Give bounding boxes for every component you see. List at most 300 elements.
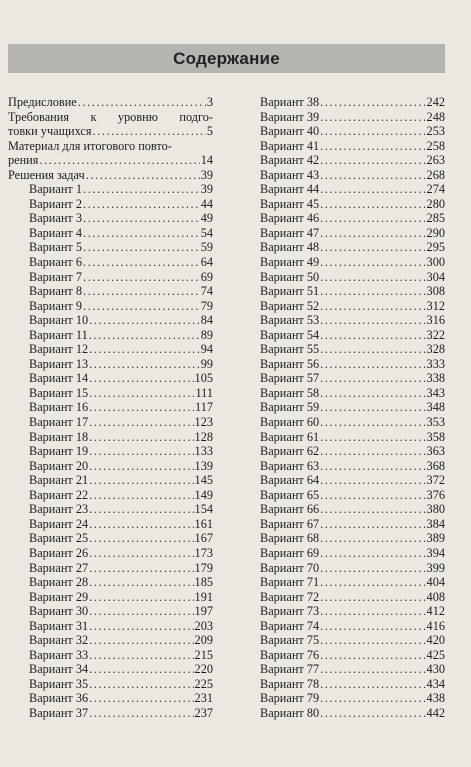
toc-entry-label: Вариант 15: [29, 385, 89, 400]
toc-entry-page: 389: [426, 531, 445, 546]
toc-entry-label: Вариант 43: [260, 167, 320, 182]
dot-leader: [320, 110, 425, 125]
toc-entry-variant[interactable]: [260, 139, 445, 154]
toc-entry-variant[interactable]: [8, 313, 213, 328]
toc-entry-label: Вариант 71: [260, 575, 320, 590]
dot-leader: [83, 299, 200, 314]
dot-leader: [320, 226, 425, 241]
toc-entry-variant[interactable]: [8, 517, 213, 532]
toc-entry-page: 39: [200, 167, 213, 182]
toc-entry-variant[interactable]: [260, 531, 445, 546]
toc-entry-variant[interactable]: [8, 299, 213, 314]
toc-entry-label: Вариант 42: [260, 153, 320, 168]
toc-entry-page: 237: [194, 705, 213, 720]
toc-column-left: [8, 95, 213, 721]
toc-entry-label: Вариант 28: [29, 575, 89, 590]
toc-entry-variant[interactable]: [260, 430, 445, 445]
toc-entry-page: 94: [200, 342, 213, 357]
toc-entry-label: Вариант 65: [260, 487, 320, 502]
toc-entry-label: Вариант 9: [29, 298, 83, 313]
toc-entry-variant[interactable]: [260, 677, 445, 692]
toc-entry-variant[interactable]: [8, 575, 213, 590]
dot-leader: [83, 255, 200, 270]
dot-leader: [89, 415, 193, 430]
dot-leader: [89, 691, 193, 706]
toc-entry-page: 197: [194, 604, 213, 619]
toc-entry-page: 69: [200, 269, 213, 284]
dot-leader: [89, 328, 200, 343]
toc-entry-variant[interactable]: [260, 182, 445, 197]
toc-entry-variant[interactable]: [8, 561, 213, 576]
toc-entry-page: 220: [194, 662, 213, 677]
toc-entry-page: 312: [426, 298, 445, 313]
dot-leader: [89, 342, 200, 357]
toc-entry-variant[interactable]: [260, 240, 445, 255]
toc-entry-variant[interactable]: [260, 662, 445, 677]
dot-leader: [320, 270, 425, 285]
dot-leader: [89, 546, 193, 561]
dot-leader: [89, 459, 193, 474]
dot-leader: [83, 211, 200, 226]
dot-leader: [320, 430, 425, 445]
dot-leader: [83, 284, 200, 299]
toc-entry-label: Вариант 80: [260, 705, 320, 720]
toc-entry-label: Вариант 11: [29, 327, 88, 342]
toc-entry-label: Вариант 23: [29, 502, 89, 517]
dot-leader: [78, 95, 206, 110]
toc-entry-page: 74: [200, 284, 213, 299]
toc-entry-label: Вариант 32: [29, 633, 89, 648]
toc-entry-variant[interactable]: [8, 502, 213, 517]
toc-entry-variant[interactable]: [260, 270, 445, 285]
toc-entry-variant[interactable]: [260, 357, 445, 372]
toc-entry-label: Вариант 31: [29, 618, 89, 633]
dot-leader: [89, 357, 200, 372]
toc-entry-label: рения: [8, 153, 39, 168]
toc-entry-label: Вариант 2: [29, 196, 83, 211]
toc-entry-label: Вариант 78: [260, 676, 320, 691]
toc-entry-page: 425: [426, 647, 445, 662]
toc-entry-page: 328: [426, 342, 445, 357]
toc-entry-material-line1[interactable]: Материал для итогового повто-: [8, 138, 172, 153]
toc-entry-page: 338: [426, 371, 445, 386]
dot-leader: [320, 255, 425, 270]
toc-entry-variant[interactable]: [260, 328, 445, 343]
dot-leader: [320, 168, 425, 183]
dot-leader: [320, 357, 425, 372]
toc-entry-page: 384: [426, 516, 445, 531]
toc-entry-label: Вариант 59: [260, 400, 320, 415]
toc-entry-variant[interactable]: [260, 459, 445, 474]
dot-leader: [89, 677, 193, 692]
dot-leader: [89, 502, 193, 517]
toc-entry-label: Предисловие: [8, 95, 77, 109]
toc-entry-page: 128: [194, 429, 213, 444]
toc-entry-label: Вариант 57: [260, 371, 320, 386]
toc-entry-variant[interactable]: [8, 386, 213, 401]
dot-leader: [320, 415, 425, 430]
toc-entry-label: Вариант 25: [29, 531, 89, 546]
toc-entry-variant[interactable]: [260, 400, 445, 415]
toc-entry-page: 133: [194, 444, 213, 459]
dot-leader: [320, 517, 425, 532]
toc-entry-page: 295: [426, 240, 445, 255]
word: подго-: [179, 109, 213, 124]
toc-entry-label: Вариант 51: [260, 284, 320, 299]
dot-leader: [89, 648, 193, 663]
toc-entry-variant[interactable]: [260, 590, 445, 605]
dot-leader: [320, 575, 425, 590]
toc-entry-label: Вариант 47: [260, 225, 320, 240]
dot-leader: [320, 531, 425, 546]
toc-entry-page: 268: [426, 167, 445, 182]
toc-entry-page: 84: [200, 313, 213, 328]
toc-entry-page: 333: [426, 356, 445, 371]
toc-entry-label: Вариант 67: [260, 516, 320, 531]
toc-entry-page: 145: [194, 473, 213, 488]
toc-entry-label: Вариант 41: [260, 138, 320, 153]
toc-entry-label: Вариант 38: [260, 95, 320, 109]
toc-entry-label: Вариант 18: [29, 429, 89, 444]
toc-entry-label: Вариант 69: [260, 545, 320, 560]
toc-entry-variant[interactable]: [260, 284, 445, 299]
dot-leader: [89, 662, 193, 677]
toc-entry-variant[interactable]: [8, 240, 213, 255]
dot-leader: [83, 182, 200, 197]
toc-entry-variant[interactable]: [8, 648, 213, 663]
toc-entry-label: Вариант 60: [260, 415, 320, 430]
toc-entry-variant[interactable]: [8, 488, 213, 503]
toc-entry-variant[interactable]: [260, 197, 445, 212]
toc-entry-page: 111: [195, 385, 213, 400]
dot-leader: [320, 313, 425, 328]
toc-entry-variant[interactable]: [8, 270, 213, 285]
toc-entry-label: товки учащихся: [8, 124, 92, 139]
toc-entry-variant[interactable]: [260, 255, 445, 270]
toc-entry-variant[interactable]: [260, 575, 445, 590]
toc-entry-variant[interactable]: [260, 546, 445, 561]
toc-entry-page: 14: [200, 153, 213, 168]
toc-entry-variant[interactable]: [260, 488, 445, 503]
toc-entry-page: 399: [426, 560, 445, 575]
toc-entry-label: Вариант 46: [260, 211, 320, 226]
toc-entry-label: Вариант 1: [29, 182, 83, 197]
toc-entry-page: 363: [426, 444, 445, 459]
dot-leader: [320, 488, 425, 503]
toc-entry-variant[interactable]: [8, 444, 213, 459]
dot-leader: [320, 604, 425, 619]
toc-entry-page: 49: [200, 211, 213, 226]
toc-entry-variant[interactable]: [260, 95, 445, 110]
toc-entry-label: Вариант 44: [260, 182, 320, 197]
toc-entry-variant[interactable]: [8, 691, 213, 706]
toc-entry-variant[interactable]: [8, 255, 213, 270]
toc-entry-page: 290: [426, 225, 445, 240]
dot-leader: [320, 124, 425, 139]
toc-entry-variant[interactable]: [260, 561, 445, 576]
toc-entry-label: Вариант 21: [29, 473, 89, 488]
toc-entry-label: Вариант 45: [260, 196, 320, 211]
toc-entry-variant[interactable]: [260, 153, 445, 168]
toc-entry-variant[interactable]: [8, 328, 213, 343]
toc-entry-variant[interactable]: [260, 473, 445, 488]
toc-entry-label: Вариант 79: [260, 691, 320, 706]
toc-entry-label: Вариант 37: [29, 705, 89, 720]
toc-entry-page: 304: [426, 269, 445, 284]
toc-entry-variant[interactable]: [8, 197, 213, 212]
toc-entry-page: 258: [426, 138, 445, 153]
toc-entry-solutions[interactable]: [8, 168, 213, 183]
toc-entry-label: Вариант 6: [29, 255, 83, 270]
dot-leader: [320, 546, 425, 561]
dot-leader: [320, 139, 425, 154]
toc-entry-label: Вариант 72: [260, 589, 320, 604]
toc-entry-page: 123: [194, 415, 213, 430]
toc-entry-variant[interactable]: [260, 110, 445, 125]
dot-leader: [83, 197, 200, 212]
toc-entry-variant[interactable]: [8, 531, 213, 546]
toc-entry-variant[interactable]: [8, 342, 213, 357]
toc-entry-variant[interactable]: [260, 415, 445, 430]
toc-entry-variant[interactable]: [260, 619, 445, 634]
toc-entry-page: 316: [426, 313, 445, 328]
toc-entry-variant[interactable]: [260, 371, 445, 386]
toc-entry-variant[interactable]: [8, 473, 213, 488]
toc-entry-page: 225: [194, 676, 213, 691]
toc-entry-requirements[interactable]: [8, 124, 213, 139]
toc-entry-page: 3: [206, 95, 213, 109]
toc-entry-variant[interactable]: [260, 706, 445, 721]
toc-entry-variant[interactable]: [8, 604, 213, 619]
toc-entry-requirements-line1[interactable]: [8, 110, 213, 125]
toc-entry-variant[interactable]: [260, 502, 445, 517]
toc-entry-label: Вариант 3: [29, 211, 83, 226]
dot-leader: [320, 240, 425, 255]
toc-entry-page: 404: [426, 575, 445, 590]
toc-entry-variant[interactable]: [260, 648, 445, 663]
dot-leader: [320, 662, 425, 677]
dot-leader: [83, 240, 200, 255]
toc-entry-variant[interactable]: [260, 691, 445, 706]
dot-leader: [320, 502, 425, 517]
dot-leader: [320, 182, 425, 197]
toc-entry-variant[interactable]: [8, 633, 213, 648]
toc-entry-page: 248: [426, 109, 445, 124]
toc-entry-label: Вариант 48: [260, 240, 320, 255]
toc-entry-page: 215: [194, 647, 213, 662]
toc-entry-label: Вариант 62: [260, 444, 320, 459]
toc-entry-label: Вариант 19: [29, 444, 89, 459]
toc-entry-variant[interactable]: [8, 226, 213, 241]
toc-entry-variant[interactable]: [260, 386, 445, 401]
toc-entry-page: 343: [426, 385, 445, 400]
toc-entry-label: Вариант 49: [260, 255, 320, 270]
toc-entry-page: 380: [426, 502, 445, 517]
toc-entry-page: 416: [426, 618, 445, 633]
dot-leader: [320, 633, 425, 648]
toc-column-right: [260, 95, 445, 721]
toc-entry-page: 167: [194, 531, 213, 546]
toc-entry-variant[interactable]: [8, 371, 213, 386]
dot-leader: [320, 459, 425, 474]
toc-entry-label: Вариант 5: [29, 240, 83, 255]
toc-entry-page: 209: [194, 633, 213, 648]
toc-entry-page: 253: [426, 124, 445, 139]
dot-leader: [83, 226, 200, 241]
toc-entry-page: 5: [206, 124, 213, 139]
toc-entry-page: 154: [194, 502, 213, 517]
toc-entry-label: Вариант 8: [29, 284, 83, 299]
toc-entry-variant[interactable]: [260, 211, 445, 226]
toc-entry-variant[interactable]: [8, 211, 213, 226]
word: уровню: [117, 109, 158, 124]
dot-leader: [89, 488, 193, 503]
toc-entry-variant[interactable]: [8, 677, 213, 692]
toc-entry-label: Вариант 16: [29, 400, 89, 415]
toc-entry-page: 173: [194, 545, 213, 560]
toc-entry-variant[interactable]: [260, 444, 445, 459]
toc-entry-label: Вариант 29: [29, 589, 89, 604]
dot-leader: [89, 517, 193, 532]
toc-entry-page: 394: [426, 545, 445, 560]
dot-leader: [89, 400, 194, 415]
dot-leader: [89, 386, 194, 401]
toc-entry-page: 64: [200, 255, 213, 270]
toc-entry-variant[interactable]: [8, 619, 213, 634]
toc-entry-label: Вариант 68: [260, 531, 320, 546]
dot-leader: [89, 313, 200, 328]
dot-leader: [320, 400, 425, 415]
toc-entry-page: 242: [426, 95, 445, 109]
toc-entry-label: Вариант 30: [29, 604, 89, 619]
toc-entry-label: Вариант 26: [29, 545, 89, 560]
dot-leader: [320, 706, 425, 721]
toc-entry-variant[interactable]: [260, 342, 445, 357]
dot-leader: [320, 444, 425, 459]
toc-entry-page: 89: [200, 327, 213, 342]
toc-entry-label: Вариант 7: [29, 269, 83, 284]
toc-entry-preface[interactable]: [8, 95, 213, 110]
dot-leader: [86, 168, 200, 183]
word: Требования: [8, 109, 69, 124]
dot-leader: [320, 619, 425, 634]
toc-entry-page: 372: [426, 473, 445, 488]
dot-leader: [320, 211, 425, 226]
toc-entry-variant[interactable]: [8, 662, 213, 677]
toc-entry-label: Вариант 70: [260, 560, 320, 575]
toc-entry-label: Вариант 13: [29, 356, 89, 371]
word: к: [90, 109, 97, 124]
toc-entry-page: 300: [426, 255, 445, 270]
toc-entry-label: Вариант 24: [29, 516, 89, 531]
dot-leader: [320, 328, 425, 343]
toc-entry-label: Вариант 33: [29, 647, 89, 662]
dot-leader: [320, 691, 425, 706]
toc-entry-label: Вариант 54: [260, 327, 320, 342]
dot-leader: [320, 590, 425, 605]
dot-leader: [320, 95, 425, 110]
toc-entry-label: Вариант 75: [260, 633, 320, 648]
toc-entry-page: 434: [426, 676, 445, 691]
toc-entry-variant[interactable]: [8, 706, 213, 721]
dot-leader: [89, 604, 193, 619]
dot-leader: [89, 371, 193, 386]
toc-entry-material[interactable]: [8, 153, 213, 168]
dot-leader: [89, 430, 193, 445]
toc-entry-variant[interactable]: [260, 604, 445, 619]
toc-entry-label: Вариант 20: [29, 458, 89, 473]
toc-entry-label: Вариант 76: [260, 647, 320, 662]
toc-entry-variant[interactable]: [260, 124, 445, 139]
toc-entry-page: 105: [194, 371, 213, 386]
toc-entry-variant[interactable]: [260, 517, 445, 532]
toc-entry-page: 408: [426, 589, 445, 604]
dot-leader: [83, 270, 200, 285]
title-bar: [8, 44, 445, 73]
toc-entry-label: Вариант 73: [260, 604, 320, 619]
toc-entry-page: 442: [426, 705, 445, 720]
toc-entry-variant[interactable]: [8, 357, 213, 372]
toc-entry-label: Вариант 40: [260, 124, 320, 139]
toc-entry-label: Вариант 52: [260, 298, 320, 313]
toc-entry-page: 231: [194, 691, 213, 706]
toc-entry-page: 348: [426, 400, 445, 415]
toc-entry-page: 430: [426, 662, 445, 677]
toc-entry-variant[interactable]: [8, 459, 213, 474]
dot-leader: [320, 473, 425, 488]
dot-leader: [89, 561, 193, 576]
toc-entry-page: 285: [426, 211, 445, 226]
toc-entry-label: Вариант 64: [260, 473, 320, 488]
variants-list-right: [260, 95, 445, 721]
toc-entry-label: Вариант 50: [260, 269, 320, 284]
toc-entry-variant[interactable]: [8, 590, 213, 605]
toc-entry-label: Вариант 66: [260, 502, 320, 517]
toc-entry-page: 412: [426, 604, 445, 619]
toc-entry-variant[interactable]: [8, 400, 213, 415]
toc-entry-variant[interactable]: [260, 633, 445, 648]
toc-entry-variant[interactable]: [8, 415, 213, 430]
toc-entry-label: Вариант 17: [29, 415, 89, 430]
toc-entry-page: 39: [200, 182, 213, 197]
toc-entry-page: 353: [426, 415, 445, 430]
toc-entry-label: Вариант 58: [260, 385, 320, 400]
toc-entry-page: 79: [200, 298, 213, 313]
toc-entry-label: Вариант 56: [260, 356, 320, 371]
toc-entry-page: 274: [426, 182, 445, 197]
toc-entry-variant[interactable]: [8, 182, 213, 197]
toc-entry-page: 99: [200, 356, 213, 371]
toc-entry-variant[interactable]: [260, 226, 445, 241]
toc-entry-page: 376: [426, 487, 445, 502]
toc-entry-variant[interactable]: [8, 284, 213, 299]
toc-entry-label: Вариант 4: [29, 225, 83, 240]
toc-entry-variant[interactable]: [8, 546, 213, 561]
toc-entry-label: Вариант 27: [29, 560, 89, 575]
toc-entry-variant[interactable]: [8, 430, 213, 445]
dot-leader: [320, 561, 425, 576]
toc-entry-variant[interactable]: [260, 168, 445, 183]
toc-entry-label: Вариант 61: [260, 429, 320, 444]
dot-leader: [89, 619, 193, 634]
toc-entry-page: 438: [426, 691, 445, 706]
toc-entry-variant[interactable]: [260, 299, 445, 314]
toc-entry-page: 149: [194, 487, 213, 502]
toc-entry-page: 308: [426, 284, 445, 299]
toc-entry-page: 139: [194, 458, 213, 473]
toc-entry-variant[interactable]: [260, 313, 445, 328]
dot-leader: [89, 590, 193, 605]
